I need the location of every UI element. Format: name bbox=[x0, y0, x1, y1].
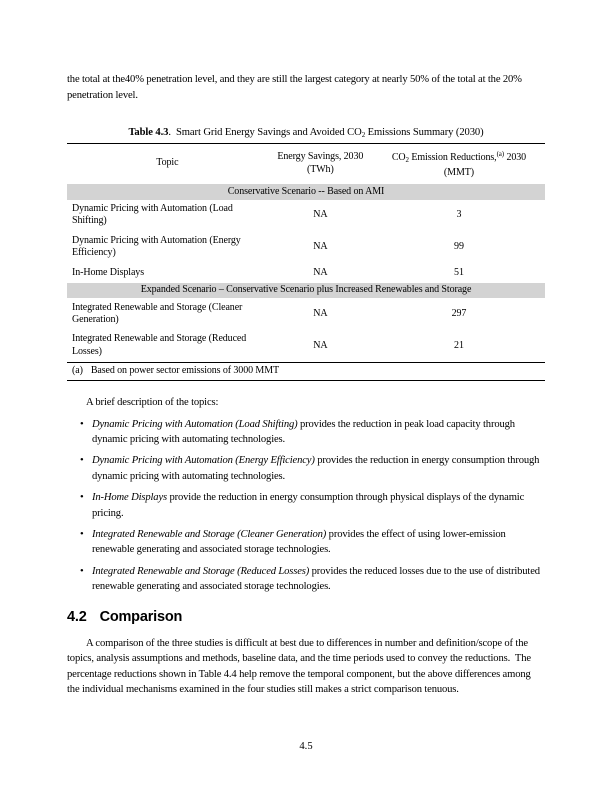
co2-mid: Emission Reductions, bbox=[408, 152, 497, 163]
section-number: 4.2 bbox=[67, 608, 87, 625]
column-header-topic: Topic bbox=[156, 157, 179, 169]
bullet-term: Dynamic Pricing with Automation (Load Shifting) bbox=[92, 418, 298, 430]
table-caption-text: . Smart Grid Energy Savings and Avoided CO bbox=[168, 127, 362, 138]
table-caption-text-end: Emissions Summary (2030) bbox=[365, 127, 484, 138]
bullet-text: provides the reduction in peak load capacity through dynamic pricing with automating technologies. bbox=[92, 418, 518, 445]
bullet-icon bbox=[80, 527, 84, 542]
scenario-section-row-expanded bbox=[67, 283, 545, 299]
table-header-row bbox=[67, 144, 545, 185]
co2-cell: 99 bbox=[454, 241, 464, 253]
summary-table bbox=[67, 143, 545, 381]
table-caption-label: Table 4.3 bbox=[128, 127, 169, 138]
table-row bbox=[67, 231, 545, 263]
scenario-section-label: Expanded Scenario – Conservative Scenario plus Increased Renewables and Storage bbox=[67, 283, 545, 299]
page-content bbox=[67, 72, 545, 698]
top-paragraph: the total at the40% penetration level, and they are still the largest category at nearly 50% of the total at the 20% penetration level. bbox=[67, 74, 525, 101]
co2-cell: 51 bbox=[454, 266, 464, 278]
co2-prefix: CO bbox=[391, 152, 406, 163]
bullet-item bbox=[67, 564, 545, 595]
column-header-co2-reductions bbox=[373, 144, 545, 185]
table-row bbox=[67, 330, 545, 362]
table-footnote-row bbox=[67, 362, 545, 380]
table-footnote bbox=[67, 362, 545, 380]
table-row bbox=[67, 263, 545, 282]
co2-cell: 297 bbox=[451, 307, 467, 319]
column-header-energy-line1: Energy Savings, 2030 bbox=[277, 151, 364, 162]
page-number: 4.5 bbox=[299, 741, 313, 752]
footnote-ref-superscript: (a) bbox=[496, 150, 505, 158]
topic-cell: In-Home Displays bbox=[72, 266, 144, 278]
table-row bbox=[67, 298, 545, 330]
bullet-icon bbox=[80, 453, 84, 468]
bullet-term: In-Home Displays bbox=[92, 492, 167, 504]
footnote-label: (a) bbox=[72, 365, 83, 377]
bullet-icon bbox=[80, 417, 84, 432]
bullet-text: provides the reduced losses due to the use of distributed renewable generating and associated storage technologies. bbox=[92, 565, 543, 593]
co2-cell: 21 bbox=[454, 339, 464, 351]
footnote-text: Based on power sector emissions of 3000 MMT bbox=[90, 365, 279, 377]
table-row bbox=[67, 200, 545, 232]
table-caption bbox=[67, 125, 545, 143]
bullet-text: provide the reduction in energy consumption through physical displays of the dynamic pricing. bbox=[92, 492, 527, 519]
energy-cell: NA bbox=[313, 209, 328, 221]
bullet-text: provides the effect of using lower-emission renewable generating and associated storage technologies. bbox=[92, 529, 509, 556]
section-title: Comparison bbox=[99, 608, 183, 625]
subscript-2: 2 bbox=[405, 156, 409, 164]
scenario-section-row-conservative bbox=[67, 184, 545, 200]
column-header-energy-savings bbox=[268, 144, 373, 185]
bullet-list bbox=[67, 417, 545, 595]
co2-cell: 3 bbox=[456, 209, 462, 221]
bullet-term: Integrated Renewable and Storage (Cleaner Generation) bbox=[92, 529, 327, 540]
energy-cell: NA bbox=[313, 266, 328, 278]
bullet-term: Dynamic Pricing with Automation (Energy Efficiency) bbox=[92, 455, 315, 467]
bullet-item bbox=[67, 490, 545, 521]
scenario-section-label: Conservative Scenario -- Based on AMI bbox=[67, 184, 545, 200]
subscript-2: 2 bbox=[361, 131, 366, 139]
energy-cell: NA bbox=[313, 339, 328, 351]
energy-cell: NA bbox=[313, 307, 328, 319]
bullet-item bbox=[67, 453, 545, 484]
topic-cell: Integrated Renewable and Storage (Cleaner Generation) bbox=[72, 301, 243, 325]
section-paragraph: A comparison of the three studies is difficult at best due to differences in number and definition/scope of the topics, analysis assumptions and methods, baseline data, and the time periods used to convey the reductions. The percentage reductions shown in Table 4.4 help remove the temporal component, but the above differences among the individual mechanisms examined in the four studies still makes a strict comparison tenuous. bbox=[67, 637, 534, 696]
section-heading bbox=[67, 608, 545, 626]
energy-cell: NA bbox=[313, 241, 328, 253]
bullet-item bbox=[67, 527, 545, 558]
description-intro: A brief description of the topics: bbox=[86, 397, 219, 409]
bullet-text: provides the reduction in energy consumption through dynamic pricing with automating technologies. bbox=[92, 455, 542, 482]
bullet-term: Integrated Renewable and Storage (Reduced Losses) bbox=[92, 565, 310, 577]
topic-cell: Dynamic Pricing with Automation (Load Shifting) bbox=[72, 203, 233, 227]
bullet-icon bbox=[80, 490, 84, 505]
co2-suffix: 2030 bbox=[504, 152, 527, 163]
column-header-co2-line1 bbox=[373, 148, 545, 167]
column-header-energy-line2: (TWh) bbox=[306, 163, 334, 175]
bullet-icon bbox=[80, 564, 84, 579]
bullet-item bbox=[67, 417, 545, 448]
topic-cell: Dynamic Pricing with Automation (Energy Efficiency) bbox=[72, 234, 241, 259]
column-header-co2-line2: (MMT) bbox=[443, 166, 474, 178]
topic-cell: Integrated Renewable and Storage (Reduced Losses) bbox=[72, 333, 247, 357]
